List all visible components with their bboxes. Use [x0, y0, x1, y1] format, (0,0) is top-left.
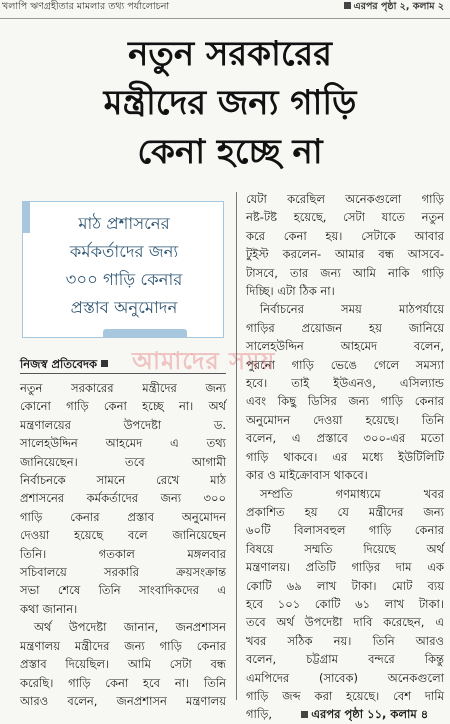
article-line: কোনো গাড়ি কেনা হচ্ছে না। অর্থ: [20, 399, 226, 414]
quote-line-1: মাঠ প্রশাসনের: [78, 214, 170, 233]
top-strip: [0, 0, 450, 19]
article-line: অনুমোদন দেওয়া হয়েছে। তিনি: [246, 412, 444, 427]
column-divider: [236, 192, 237, 700]
article-line: সম্প্রতি গণমাধ্যমে খবর: [260, 486, 444, 501]
highlight-quote-box: [22, 201, 224, 338]
article-line: দিচ্ছি। এটা ঠিক না।: [246, 284, 335, 299]
square-bullet-icon: [344, 2, 351, 9]
watermark: আমাদের সময়: [132, 347, 276, 375]
article-line: নির্বাচনের সময় মাঠপর্যায়ে: [260, 302, 444, 317]
article-line: করে কেনা হয়। সেটাকে আবার: [246, 228, 444, 243]
article-line: টাসবে, তার জন্য আমি নাকি গাড়ি: [246, 265, 444, 280]
article-line: ৬০টি বিলাসবহুল গাড়ি কেনার: [246, 523, 444, 538]
article-line: দেওয়া হয়েছে বলে জানিয়েছেন: [20, 528, 226, 543]
square-bullet-icon: [301, 711, 308, 718]
article-line: বলেন, এ প্রস্তাবে ৩০০-এর মতো: [246, 431, 444, 446]
article-line: অর্থ উপদেষ্টা জানান, জনপ্রশাসন: [34, 620, 226, 635]
article-line: বলেন, চট্টগ্রাম বন্দরে কিন্তু: [246, 652, 444, 667]
article-line: সালেহউদ্দিন আহমেদ বলেন,: [246, 339, 444, 354]
article-line: জানিয়েছেন। তবে আগামী: [20, 454, 226, 469]
article-line: সচিবালয়ে সরকারি ক্রয়সংক্রান্ত: [20, 565, 226, 580]
last-word: গাড়ি,: [246, 707, 273, 722]
headline-line-1: নতুন সরকারের: [128, 34, 332, 74]
article-line: প্রকাশিত হয় যে মন্ত্রীদের জন্য: [246, 504, 444, 519]
quote-text: [33, 210, 215, 322]
right-article-column: [246, 190, 444, 724]
article-line: সভা শেষে তিনি সাংবাদিকদের এ: [20, 583, 226, 598]
article-line: তবে অর্থ উপদেষ্টা দাবি করেছেন, এ: [246, 615, 444, 630]
article-line: প্রশাসনের কর্মকর্তাদের জন্য ৩০০: [20, 491, 226, 506]
article-line: মন্ত্রণালয় মন্ত্রীদের জন্য গাড়ি কেনার: [20, 638, 226, 653]
quote-line-3: ৩০০ গাড়ি কেনার: [65, 270, 183, 289]
headline-line-2: মন্ত্রীদের জন্য গাড়ি: [103, 83, 357, 123]
article-line: গাড়ি থাকবে। এর মধ্যে ইউটিলিটি: [246, 449, 444, 464]
headline: [20, 30, 440, 177]
article-line: টুইস্ট করলেন- আমার বন্ধ আসবে-: [246, 247, 444, 262]
top-jump-reference: [344, 0, 444, 14]
quote-accent-bar: [22, 201, 30, 233]
article-line: সালেহউদ্দিন আহমেদ এ তথ্য: [20, 436, 226, 451]
article-line: নির্বাচনকে সামনে রেখে মাঠ: [20, 473, 226, 488]
article-line: কোটি ৬৯ লাখ টাকা। মোট ব্যয়: [246, 578, 444, 593]
top-strip-text: খলাপি ঋণগ্রহীতার মামলার তথ্য পর্যালোচনা: [2, 1, 170, 12]
byline: [20, 354, 226, 374]
quote-line-4: প্রস্তাব অনুমোদন: [70, 298, 178, 317]
article-line: আরও বলেন, জনপ্রশাসন মন্ত্রণালয়: [20, 693, 226, 708]
article-line: করেছি। গাড়ি কেনা হবে না। তিনি: [20, 675, 226, 690]
top-jump-text: এরপর পৃষ্ঠা ২, কলাম ২: [353, 1, 444, 12]
article-line: খবর সঠিক নয়। তিনি আরও: [246, 633, 444, 648]
article-line: হবে ১০১ কোটি ৬১ লাখ টাকা।: [246, 596, 444, 611]
article-line: যেটা করেছিল অনেকগুলো গাড়ি: [246, 192, 444, 206]
article-line: গাড়ি জব্দ করা হয়েছে। বেশ দামি: [246, 688, 444, 703]
article-line: নষ্ট-টষ্ট হয়েছে, সেটা যাতে নতুন: [246, 210, 444, 225]
article-line: কার ও মাইক্রোবাস থাকবে।: [246, 468, 368, 483]
article-line: কথা জানান।: [20, 601, 78, 616]
article-line: তিনি। গতকাল মঙ্গলবার: [20, 546, 226, 561]
headline-line-3: কেনা হচ্ছে না: [137, 132, 323, 172]
article-line: পুরনো গাড়ি ভেঙে গেলে সমস্যা: [246, 357, 444, 372]
article-line: বিষয়ে সম্মতি দিয়েছে অর্থ: [246, 541, 444, 556]
byline-text: নিজস্ব প্রতিবেদক: [20, 357, 98, 371]
article-line: মন্ত্রণালয়। প্রতিটি গাড়ির দাম এক: [246, 560, 444, 575]
continuation-reference: [301, 707, 428, 721]
article-line: প্রস্তাব দিয়েছিল। আমি সেটা বন্ধ: [20, 657, 226, 672]
article-line: গাড়ির প্রয়োজন হয় জানিয়ে: [246, 320, 444, 335]
article-line: গাড়ি কেনার প্রস্তাব অনুমোদন: [20, 509, 226, 524]
byline-rule: [20, 373, 226, 374]
quote-bottom-tab: [103, 329, 187, 338]
article-line: এবং কিছু ডিসির জন্য গাড়ি কেনার: [246, 394, 444, 409]
left-article-column: [20, 379, 226, 710]
square-bullet-icon: [101, 360, 108, 367]
article-line: হবে। তাই ইউএনও, এসিল্যান্ড: [246, 376, 444, 391]
article-last-line: [246, 705, 444, 723]
article-line: এমপিদের (সাবেক) অনেকগুলো: [246, 670, 444, 685]
article-line: মন্ত্রণালয়ের উপদেষ্টা ড.: [20, 417, 226, 432]
quote-line-2: কর্মকর্তাদের জন্য: [69, 242, 179, 261]
article-line: নতুন সরকারের মন্ত্রীদের জন্য: [20, 381, 226, 395]
continuation-text: এরপর পৃষ্ঠা ১১, কলাম ৪: [311, 707, 429, 722]
